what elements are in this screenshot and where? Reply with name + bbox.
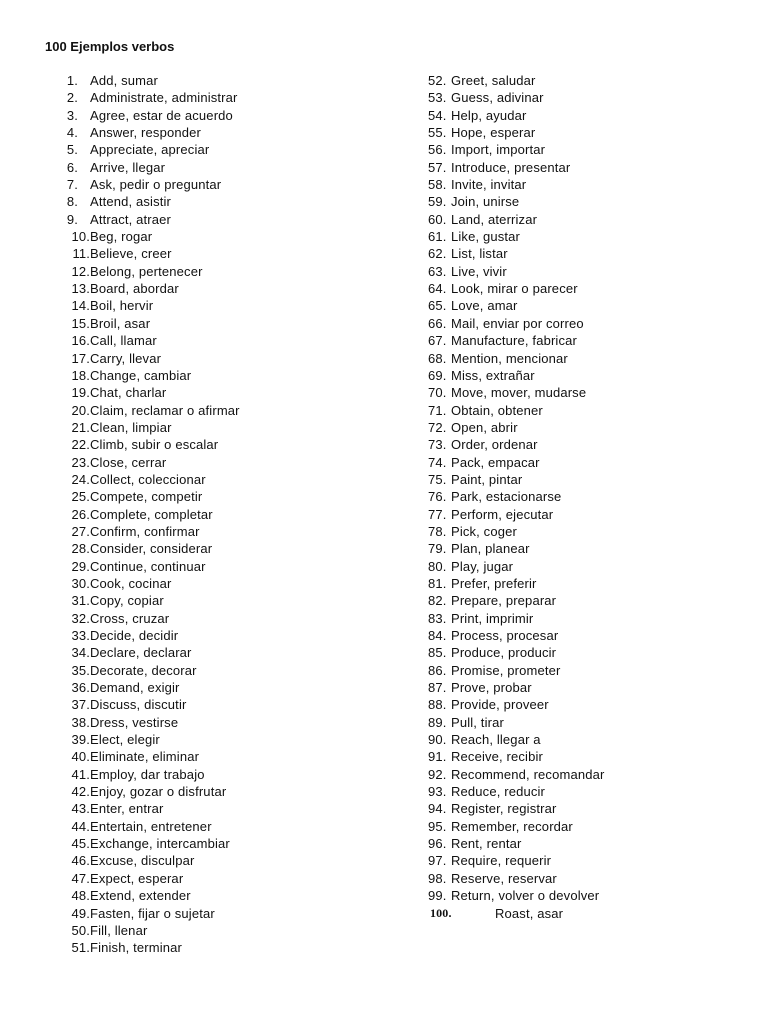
list-item bbox=[0, 714, 768, 731]
list-item-number: 34. bbox=[71, 645, 90, 661]
list-item-number: 89. bbox=[428, 714, 447, 730]
list-item-text: Invite, invitar bbox=[451, 177, 527, 193]
list-item-number: 27. bbox=[71, 523, 90, 539]
list-item-text: Promise, prometer bbox=[451, 662, 561, 678]
list-item-text: Reduce, reducir bbox=[451, 784, 546, 800]
list-item bbox=[0, 315, 768, 332]
list-item-text: Mention, mencionar bbox=[451, 350, 568, 366]
list-item-text: Continue, continuar bbox=[90, 558, 206, 574]
list-item-number: 16. bbox=[71, 333, 90, 349]
list-item-text: Consider, considerar bbox=[90, 541, 213, 557]
list-item bbox=[0, 141, 768, 158]
list-item bbox=[0, 332, 768, 349]
list-item-number: 12. bbox=[71, 263, 90, 279]
list-item-number: 37. bbox=[71, 697, 90, 713]
list-item-number: 80. bbox=[428, 558, 447, 574]
list-item-number: 49. bbox=[71, 905, 90, 921]
list-item-text: Pack, empacar bbox=[451, 454, 540, 470]
list-item-text: Elect, elegir bbox=[90, 732, 160, 748]
list-item-number: 44. bbox=[71, 818, 90, 834]
list-item bbox=[0, 748, 768, 765]
list-item-text: Chat, charlar bbox=[90, 385, 167, 401]
list-item bbox=[0, 696, 768, 713]
list-item bbox=[0, 367, 768, 384]
list-item-text: Discuss, discutir bbox=[90, 697, 187, 713]
list-item-number: 8. bbox=[66, 194, 78, 210]
list-item-text: Require, requerir bbox=[451, 853, 552, 869]
list-item-text: Employ, dar trabajo bbox=[90, 766, 205, 782]
list-item-text: Carry, llevar bbox=[90, 350, 162, 366]
list-item-number: 45. bbox=[71, 836, 90, 852]
list-item-text: Enter, entrar bbox=[90, 801, 164, 817]
list-item-number: 86. bbox=[428, 662, 447, 678]
list-item-text: Look, mirar o parecer bbox=[451, 281, 578, 297]
list-item-text: Collect, coleccionar bbox=[90, 471, 206, 487]
page-title: 100 Ejemplos verbos bbox=[45, 39, 175, 54]
list-item bbox=[0, 644, 768, 661]
list-item-number: 100. bbox=[430, 905, 452, 920]
list-item-text: Reserve, reservar bbox=[451, 870, 557, 886]
list-item bbox=[0, 245, 768, 262]
list-item-number: 36. bbox=[71, 680, 90, 696]
list-item-number: 93. bbox=[428, 784, 447, 800]
list-item bbox=[0, 592, 768, 609]
list-item-number: 53. bbox=[428, 90, 447, 106]
list-item-text: Pick, coger bbox=[451, 523, 517, 539]
list-item-number: 94. bbox=[428, 801, 447, 817]
list-item-text: Order, ordenar bbox=[451, 437, 538, 453]
list-item-number: 29. bbox=[71, 558, 90, 574]
list-item-text: Climb, subir o escalar bbox=[90, 437, 219, 453]
list-item-number: 23. bbox=[71, 454, 90, 470]
list-item-text: Recommend, recomandar bbox=[451, 766, 605, 782]
list-item-text: Attend, asistir bbox=[90, 194, 172, 210]
list-item bbox=[0, 575, 768, 592]
list-item bbox=[0, 662, 768, 679]
list-item-number: 4. bbox=[66, 125, 78, 141]
list-item-number: 51. bbox=[71, 940, 90, 956]
list-item-text: Land, aterrizar bbox=[451, 211, 538, 227]
list-item-number: 18. bbox=[71, 367, 90, 383]
list-item-number: 9. bbox=[66, 211, 78, 227]
list-item bbox=[0, 523, 768, 540]
list-item-number: 87. bbox=[428, 680, 447, 696]
list-item-number: 82. bbox=[428, 593, 447, 609]
list-item-text: Answer, responder bbox=[90, 125, 201, 141]
list-item bbox=[0, 228, 768, 245]
list-item-number: 28. bbox=[71, 541, 90, 557]
list-item-text: Board, abordar bbox=[90, 281, 179, 297]
list-item bbox=[0, 870, 768, 887]
list-item-number: 40. bbox=[71, 749, 90, 765]
list-item-text: Live, vivir bbox=[451, 263, 507, 279]
list-item-text: Close, cerrar bbox=[90, 454, 167, 470]
list-item-text: Fill, llenar bbox=[90, 922, 148, 938]
list-item bbox=[0, 506, 768, 523]
list-item-number: 38. bbox=[71, 714, 90, 730]
list-item-text: Add, sumar bbox=[90, 73, 158, 88]
list-item bbox=[0, 939, 380, 956]
list-item-number: 31. bbox=[71, 593, 90, 609]
list-item-number: 66. bbox=[428, 315, 447, 331]
list-item-number: 54. bbox=[428, 107, 447, 123]
list-item-text: Park, estacionarse bbox=[451, 489, 562, 505]
list-item-number: 61. bbox=[428, 229, 447, 245]
list-item-text: List, listar bbox=[451, 246, 508, 262]
list-item-number: 84. bbox=[428, 628, 447, 643]
list-item-text: Believe, creer bbox=[90, 246, 172, 262]
list-item bbox=[0, 731, 768, 748]
list-item bbox=[0, 107, 768, 124]
list-item-text: Enjoy, gozar o disfrutar bbox=[90, 784, 227, 800]
list-item-text: Remember, recordar bbox=[451, 818, 573, 834]
list-item-number: 3. bbox=[66, 107, 78, 123]
list-item bbox=[0, 540, 768, 557]
list-item-text: Miss, extrañar bbox=[451, 367, 535, 383]
list-item-text: Entertain, entretener bbox=[90, 818, 212, 834]
list-item bbox=[0, 72, 768, 89]
list-item-number: 64. bbox=[428, 281, 447, 297]
list-item-number: 46. bbox=[71, 853, 90, 869]
list-item-number: 98. bbox=[428, 870, 447, 886]
list-item-number: 13. bbox=[71, 281, 90, 297]
list-item-number: 78. bbox=[428, 523, 447, 539]
list-item-text: Prepare, preparar bbox=[451, 593, 557, 609]
list-item-number: 81. bbox=[428, 575, 447, 591]
list-item-text: Arrive, llegar bbox=[90, 159, 166, 175]
list-item-number: 33. bbox=[71, 628, 90, 643]
list-item-number: 83. bbox=[428, 610, 447, 626]
list-item-text: Receive, recibir bbox=[451, 749, 543, 765]
list-item bbox=[0, 454, 768, 471]
list-item-text: Prove, probar bbox=[451, 680, 532, 696]
list-item-text: Join, unirse bbox=[451, 194, 520, 210]
list-item bbox=[0, 471, 768, 488]
list-item-text: Produce, producir bbox=[451, 645, 557, 661]
list-item-text: Process, procesar bbox=[451, 628, 559, 643]
list-item-number: 21. bbox=[71, 419, 90, 435]
list-item-number: 55. bbox=[428, 125, 447, 141]
list-item-text: Love, amar bbox=[451, 298, 518, 314]
list-item-number: 59. bbox=[428, 194, 447, 210]
list-item-text: Plan, planear bbox=[451, 541, 530, 557]
list-item-number: 50. bbox=[71, 922, 90, 938]
list-item-number: 17. bbox=[71, 350, 90, 366]
list-item-number: 92. bbox=[428, 766, 447, 782]
list-item-number: 77. bbox=[428, 506, 447, 522]
list-item-number: 96. bbox=[428, 836, 447, 852]
list-item-text: Rent, rentar bbox=[451, 836, 522, 852]
list-item bbox=[0, 922, 380, 939]
list-item bbox=[0, 350, 768, 367]
list-item-number: 52. bbox=[428, 73, 447, 88]
list-item-text: Like, gustar bbox=[451, 229, 521, 245]
list-item-text: Register, registrar bbox=[451, 801, 557, 817]
list-item-number: 25. bbox=[71, 489, 90, 505]
list-item-number: 22. bbox=[71, 437, 90, 453]
list-item-text: Obtain, obtener bbox=[451, 402, 543, 418]
list-item-text: Help, ayudar bbox=[451, 107, 527, 123]
list-item-number: 7. bbox=[66, 177, 78, 193]
list-item-number: 11. bbox=[72, 246, 90, 262]
list-item-number: 48. bbox=[71, 888, 90, 904]
list-item-text: Pull, tirar bbox=[451, 714, 504, 730]
list-item bbox=[0, 384, 768, 401]
list-item-text: Confirm, confirmar bbox=[90, 523, 200, 539]
list-item-number: 14. bbox=[71, 298, 90, 314]
list-item-text: Decide, decidir bbox=[90, 628, 179, 643]
list-item-text: Ask, pedir o preguntar bbox=[90, 177, 222, 193]
list-item-text: Guess, adivinar bbox=[451, 90, 544, 106]
list-item-text: Extend, extender bbox=[90, 888, 191, 904]
list-item-text: Appreciate, apreciar bbox=[90, 142, 210, 158]
list-item-text: Copy, copiar bbox=[90, 593, 164, 609]
verb-list-right-column bbox=[0, 72, 768, 922]
list-item-number: 19. bbox=[71, 385, 90, 401]
list-item-text: Change, cambiar bbox=[90, 367, 192, 383]
list-item bbox=[0, 887, 768, 904]
list-item bbox=[0, 818, 768, 835]
list-item-number: 72. bbox=[428, 419, 447, 435]
list-item-number: 41. bbox=[71, 766, 90, 782]
list-item-text: Demand, exigir bbox=[90, 680, 180, 696]
list-item-number: 79. bbox=[428, 541, 447, 557]
list-item-number: 58. bbox=[428, 177, 447, 193]
list-item-text: Excuse, disculpar bbox=[90, 853, 195, 869]
list-item-text: Manufacture, fabricar bbox=[451, 333, 577, 349]
list-item bbox=[0, 176, 768, 193]
list-item bbox=[0, 783, 768, 800]
list-item bbox=[0, 159, 768, 176]
list-item-text: Exchange, intercambiar bbox=[90, 836, 230, 852]
list-item-text: Clean, limpiar bbox=[90, 419, 172, 435]
list-item-text: Prefer, preferir bbox=[451, 575, 537, 591]
list-item bbox=[0, 436, 768, 453]
list-item bbox=[0, 124, 768, 141]
list-item bbox=[0, 263, 768, 280]
list-item-number: 90. bbox=[428, 732, 447, 748]
list-item-number: 70. bbox=[428, 385, 447, 401]
list-item-text: Complete, completar bbox=[90, 506, 213, 522]
list-item-text: Dress, vestirse bbox=[90, 714, 179, 730]
list-item bbox=[0, 419, 768, 436]
list-item-number: 75. bbox=[428, 471, 447, 487]
list-item-number: 43. bbox=[71, 801, 90, 817]
list-item-text: Import, importar bbox=[451, 142, 546, 158]
list-item bbox=[0, 852, 768, 869]
list-item bbox=[0, 905, 768, 922]
list-item-number: 67. bbox=[428, 333, 447, 349]
list-item-text: Boil, hervir bbox=[90, 298, 154, 314]
list-item-number: 85. bbox=[428, 645, 447, 661]
list-item-number: 99. bbox=[428, 888, 447, 904]
list-item bbox=[0, 280, 768, 297]
list-item-text: Open, abrir bbox=[451, 419, 518, 435]
list-item-text: Call, llamar bbox=[90, 333, 157, 349]
list-item-number: 26. bbox=[71, 506, 90, 522]
list-item-text: Broil, asar bbox=[90, 315, 151, 331]
list-item-number: 6. bbox=[66, 159, 78, 175]
list-item-number: 15. bbox=[71, 315, 90, 331]
list-item-number: 63. bbox=[428, 263, 447, 279]
list-item-text: Perform, ejecutar bbox=[451, 506, 554, 522]
list-item-number: 35. bbox=[71, 662, 90, 678]
list-item-number: 62. bbox=[428, 246, 447, 262]
list-item-number: 76. bbox=[428, 489, 447, 505]
list-item bbox=[0, 835, 768, 852]
list-item-number: 97. bbox=[428, 853, 447, 869]
list-item-text: Attract, atraer bbox=[90, 211, 171, 227]
list-item-text: Cross, cruzar bbox=[90, 610, 170, 626]
list-item bbox=[0, 627, 768, 644]
list-item-number: 68. bbox=[428, 350, 447, 366]
list-item-text: Claim, reclamar o afirmar bbox=[90, 402, 240, 418]
list-item-number: 10. bbox=[71, 229, 90, 245]
list-item-text: Declare, declarar bbox=[90, 645, 192, 661]
list-item bbox=[0, 488, 768, 505]
list-item-number: 5. bbox=[66, 142, 78, 158]
list-item-number: 65. bbox=[428, 298, 447, 314]
list-item-text: Print, imprimir bbox=[451, 610, 534, 626]
list-item-text: Hope, esperar bbox=[451, 125, 536, 141]
list-item bbox=[0, 800, 768, 817]
list-item-text: Mail, enviar por correo bbox=[451, 315, 584, 331]
list-item-number: 71. bbox=[428, 402, 447, 418]
list-item-number: 32. bbox=[71, 610, 90, 626]
list-item-text: Decorate, decorar bbox=[90, 662, 197, 678]
list-item bbox=[0, 679, 768, 696]
list-item-number: 73. bbox=[428, 437, 447, 453]
list-item-number: 24. bbox=[71, 471, 90, 487]
list-item-text: Fasten, fijar o sujetar bbox=[90, 905, 215, 921]
list-item bbox=[0, 402, 768, 419]
list-item-number: 60. bbox=[428, 211, 447, 227]
list-item-number: 1. bbox=[66, 73, 78, 88]
list-item-number: 57. bbox=[428, 159, 447, 175]
list-item bbox=[0, 193, 768, 210]
list-item-text: Compete, competir bbox=[90, 489, 203, 505]
list-item-text: Play, jugar bbox=[451, 558, 514, 574]
list-item-number: 91. bbox=[428, 749, 447, 765]
list-item-text: Return, volver o devolver bbox=[451, 888, 600, 904]
list-item bbox=[0, 297, 768, 314]
list-item-text: Provide, proveer bbox=[451, 697, 549, 713]
list-item-number: 74. bbox=[428, 454, 447, 470]
list-item-text: Expect, esperar bbox=[90, 870, 184, 886]
list-item-text: Reach, llegar a bbox=[451, 732, 541, 748]
list-item-number: 56. bbox=[428, 142, 447, 158]
list-item bbox=[0, 89, 768, 106]
list-item-text: Eliminate, eliminar bbox=[90, 749, 200, 765]
list-item bbox=[0, 558, 768, 575]
list-item-text: Move, mover, mudarse bbox=[451, 385, 587, 401]
list-item-number: 69. bbox=[428, 367, 447, 383]
list-item-text: Greet, saludar bbox=[451, 73, 536, 88]
list-item-number: 20. bbox=[71, 402, 90, 418]
list-item-number: 30. bbox=[71, 575, 90, 591]
list-item-text: Roast, asar bbox=[495, 905, 564, 921]
list-item bbox=[0, 211, 768, 228]
list-item-text: Cook, cocinar bbox=[90, 575, 172, 591]
list-item-number: 2. bbox=[66, 90, 78, 106]
list-item-number: 39. bbox=[71, 732, 90, 748]
list-item-number: 42. bbox=[71, 784, 90, 800]
list-item-text: Belong, pertenecer bbox=[90, 263, 203, 279]
list-item bbox=[0, 766, 768, 783]
list-item bbox=[0, 610, 768, 627]
list-item-number: 95. bbox=[428, 818, 447, 834]
list-item-text: Beg, rogar bbox=[90, 229, 153, 245]
list-item-number: 47. bbox=[71, 870, 90, 886]
list-item-text: Finish, terminar bbox=[90, 940, 182, 956]
list-item-text: Paint, pintar bbox=[451, 471, 523, 487]
list-item-text: Introduce, presentar bbox=[451, 159, 571, 175]
list-item-text: Agree, estar de acuerdo bbox=[90, 107, 233, 123]
list-item-text: Administrate, administrar bbox=[90, 90, 238, 106]
list-item-number: 88. bbox=[428, 697, 447, 713]
